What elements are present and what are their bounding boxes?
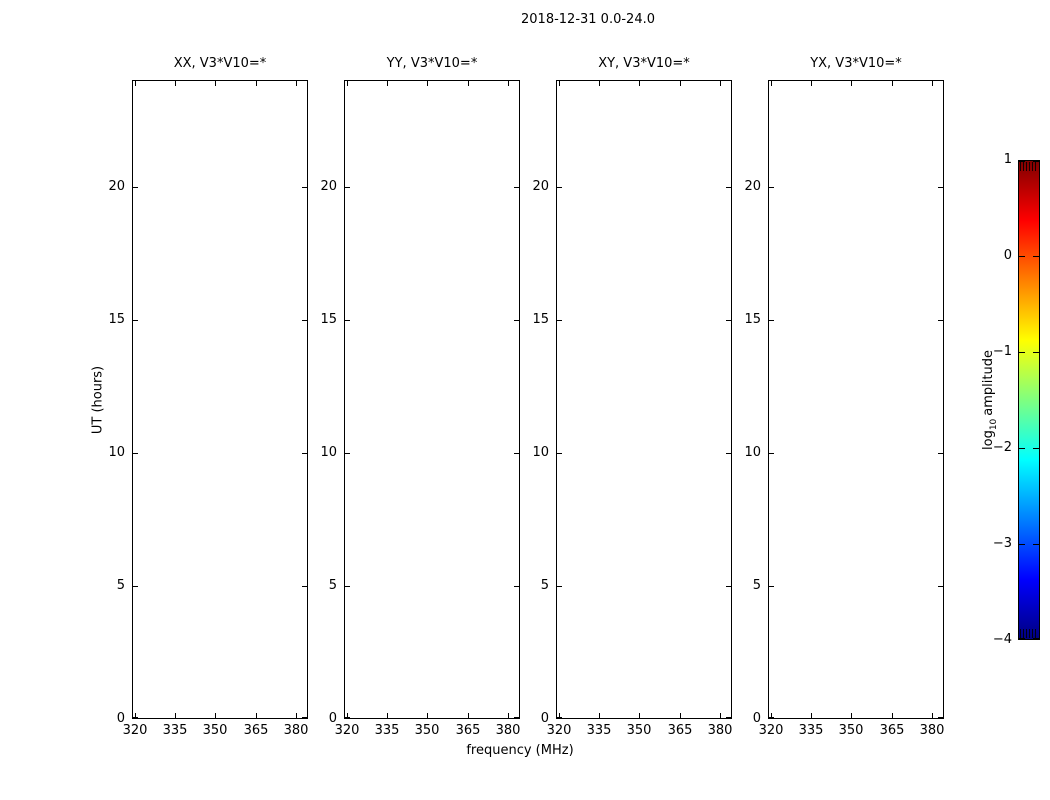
colorbar-tick-left: [1019, 352, 1025, 353]
x-tick-bottom: [215, 713, 216, 718]
colorbar-hatch-bottom: [1020, 629, 1038, 638]
colorbar-tick-right: [1033, 638, 1039, 639]
y-tick-label: 0: [752, 711, 761, 726]
x-tick-top: [296, 81, 297, 86]
x-tick-label: 320: [546, 723, 572, 738]
colorbar-tick-right: [1033, 448, 1039, 449]
x-tick-top: [892, 81, 893, 86]
colorbar-label-log: log: [981, 430, 997, 450]
y-tick-label: 15: [320, 312, 337, 327]
colorbar-gradient: [1018, 160, 1040, 640]
y-tick-label: 20: [320, 179, 337, 194]
y-tick-left: [769, 586, 774, 587]
x-tick-label: 320: [758, 723, 784, 738]
y-tick-left: [345, 320, 350, 321]
y-tick-label: 0: [116, 711, 125, 726]
colorbar-tick-right: [1033, 352, 1039, 353]
x-tick-top: [599, 81, 600, 86]
y-tick-label: 10: [320, 445, 337, 460]
y-tick-left: [345, 586, 350, 587]
y-tick-left: [769, 453, 774, 454]
subplot-panel-yy: [320, 56, 521, 738]
x-tick-top: [639, 81, 640, 86]
colorbar-tick-right: [1033, 256, 1039, 257]
x-tick-top: [851, 81, 852, 86]
colorbar-label-subscript: 10: [988, 418, 999, 431]
x-tick-label: 335: [374, 723, 400, 738]
y-tick-label: 5: [328, 578, 337, 593]
plot-area-xy: [556, 80, 732, 719]
x-tick-bottom: [427, 713, 428, 718]
y-tick-label: 10: [108, 445, 125, 460]
y-tick-left: [557, 187, 562, 188]
x-tick-top: [508, 81, 509, 86]
plot-area-xx: [132, 80, 308, 719]
colorbar-tick-label: 0: [1003, 248, 1012, 263]
x-tick-bottom: [468, 713, 469, 718]
x-tick-bottom: [599, 713, 600, 718]
y-tick-left: [769, 187, 774, 188]
y-tick-label: 10: [532, 445, 549, 460]
x-tick-label: 335: [586, 723, 612, 738]
plot-area-yx: [768, 80, 944, 719]
y-tick-left: [133, 453, 138, 454]
colorbar-tick-label: −4: [992, 632, 1012, 647]
y-tick-left: [557, 586, 562, 587]
colorbar: [992, 152, 1040, 647]
x-tick-bottom: [256, 713, 257, 718]
x-tick-top: [135, 81, 136, 86]
y-tick-left: [769, 320, 774, 321]
x-tick-label: 380: [495, 723, 521, 738]
colorbar-tick-left: [1019, 448, 1025, 449]
y-tick-label: 15: [108, 312, 125, 327]
x-tick-label: 380: [283, 723, 309, 738]
x-tick-label: 380: [707, 723, 733, 738]
y-tick-label: 10: [744, 445, 761, 460]
subplot-panel-xx: [108, 56, 309, 738]
x-tick-bottom: [680, 713, 681, 718]
x-tick-label: 350: [838, 723, 864, 738]
y-tick-label: 15: [744, 312, 761, 327]
y-tick-label: 20: [532, 179, 549, 194]
plot-area-yy: [344, 80, 520, 719]
colorbar-tick-left: [1019, 256, 1025, 257]
y-tick-left: [133, 586, 138, 587]
x-tick-label: 335: [162, 723, 188, 738]
y-tick-right: [938, 586, 943, 587]
subplot-title-xx: XX, V3*V10=*: [173, 56, 267, 71]
figure-title: 2018-12-31 0.0-24.0: [521, 12, 655, 27]
x-tick-top: [256, 81, 257, 86]
x-tick-top: [680, 81, 681, 86]
x-tick-label: 350: [202, 723, 228, 738]
subplot-title-xy: XY, V3*V10=*: [598, 56, 690, 71]
colorbar-tick-label: 1: [1003, 152, 1012, 167]
y-tick-left: [133, 187, 138, 188]
x-tick-label: 365: [879, 723, 905, 738]
x-tick-bottom: [639, 713, 640, 718]
y-tick-label: 15: [532, 312, 549, 327]
y-tick-left: [345, 453, 350, 454]
colorbar-label: [981, 350, 999, 450]
y-tick-right: [938, 320, 943, 321]
y-tick-left: [769, 717, 774, 718]
x-tick-top: [175, 81, 176, 86]
y-tick-label: 0: [328, 711, 337, 726]
subplot-title-yy: YY, V3*V10=*: [386, 56, 478, 71]
x-tick-top: [347, 81, 348, 86]
x-tick-bottom: [175, 713, 176, 718]
x-tick-label: 350: [414, 723, 440, 738]
colorbar-tick-right: [1033, 161, 1039, 162]
y-tick-left: [133, 320, 138, 321]
x-tick-top: [468, 81, 469, 86]
x-tick-label: 380: [919, 723, 945, 738]
y-tick-label: 5: [116, 578, 125, 593]
y-tick-label: 5: [540, 578, 549, 593]
y-tick-left: [133, 717, 138, 718]
colorbar-hatch-top: [1020, 162, 1038, 171]
x-tick-label: 350: [626, 723, 652, 738]
x-tick-label: 335: [798, 723, 824, 738]
x-tick-label: 320: [334, 723, 360, 738]
colorbar-tick-left: [1019, 161, 1025, 162]
x-tick-label: 365: [667, 723, 693, 738]
y-tick-right: [938, 717, 943, 718]
y-tick-label: 5: [752, 578, 761, 593]
y-tick-left: [557, 320, 562, 321]
y-tick-left: [345, 187, 350, 188]
x-tick-bottom: [387, 713, 388, 718]
x-tick-bottom: [892, 713, 893, 718]
x-tick-bottom: [932, 713, 933, 718]
colorbar-tick-left: [1019, 544, 1025, 545]
x-tick-top: [720, 81, 721, 86]
x-tick-top: [771, 81, 772, 86]
x-tick-top: [387, 81, 388, 86]
y-tick-left: [345, 717, 350, 718]
y-tick-label: 0: [540, 711, 549, 726]
y-tick-left: [557, 717, 562, 718]
colorbar-tick-label: −2: [992, 440, 1012, 455]
x-tick-label: 365: [455, 723, 481, 738]
colorbar-tick-left: [1019, 638, 1025, 639]
colorbar-tick-right: [1033, 544, 1039, 545]
y-tick-left: [557, 453, 562, 454]
subplot-panel-xy: [532, 56, 733, 738]
y-tick-label: 20: [108, 179, 125, 194]
colorbar-tick-label: −1: [992, 344, 1012, 359]
y-tick-right: [938, 187, 943, 188]
y-tick-right: [938, 453, 943, 454]
x-tick-top: [559, 81, 560, 86]
x-tick-bottom: [851, 713, 852, 718]
x-tick-top: [811, 81, 812, 86]
colorbar-tick-label: −3: [992, 536, 1012, 551]
y-tick-label: 20: [744, 179, 761, 194]
x-axis-label: frequency (MHz): [466, 743, 574, 758]
x-tick-top: [215, 81, 216, 86]
x-tick-top: [427, 81, 428, 86]
y-axis-label: UT (hours): [90, 365, 106, 435]
x-tick-bottom: [811, 713, 812, 718]
x-tick-top: [932, 81, 933, 86]
colorbar-label-amplitude: amplitude: [981, 350, 997, 416]
x-tick-label: 365: [243, 723, 269, 738]
subplot-panel-yx: [744, 56, 945, 738]
x-tick-label: 320: [122, 723, 148, 738]
subplot-title-yx: YX, V3*V10=*: [810, 56, 902, 71]
